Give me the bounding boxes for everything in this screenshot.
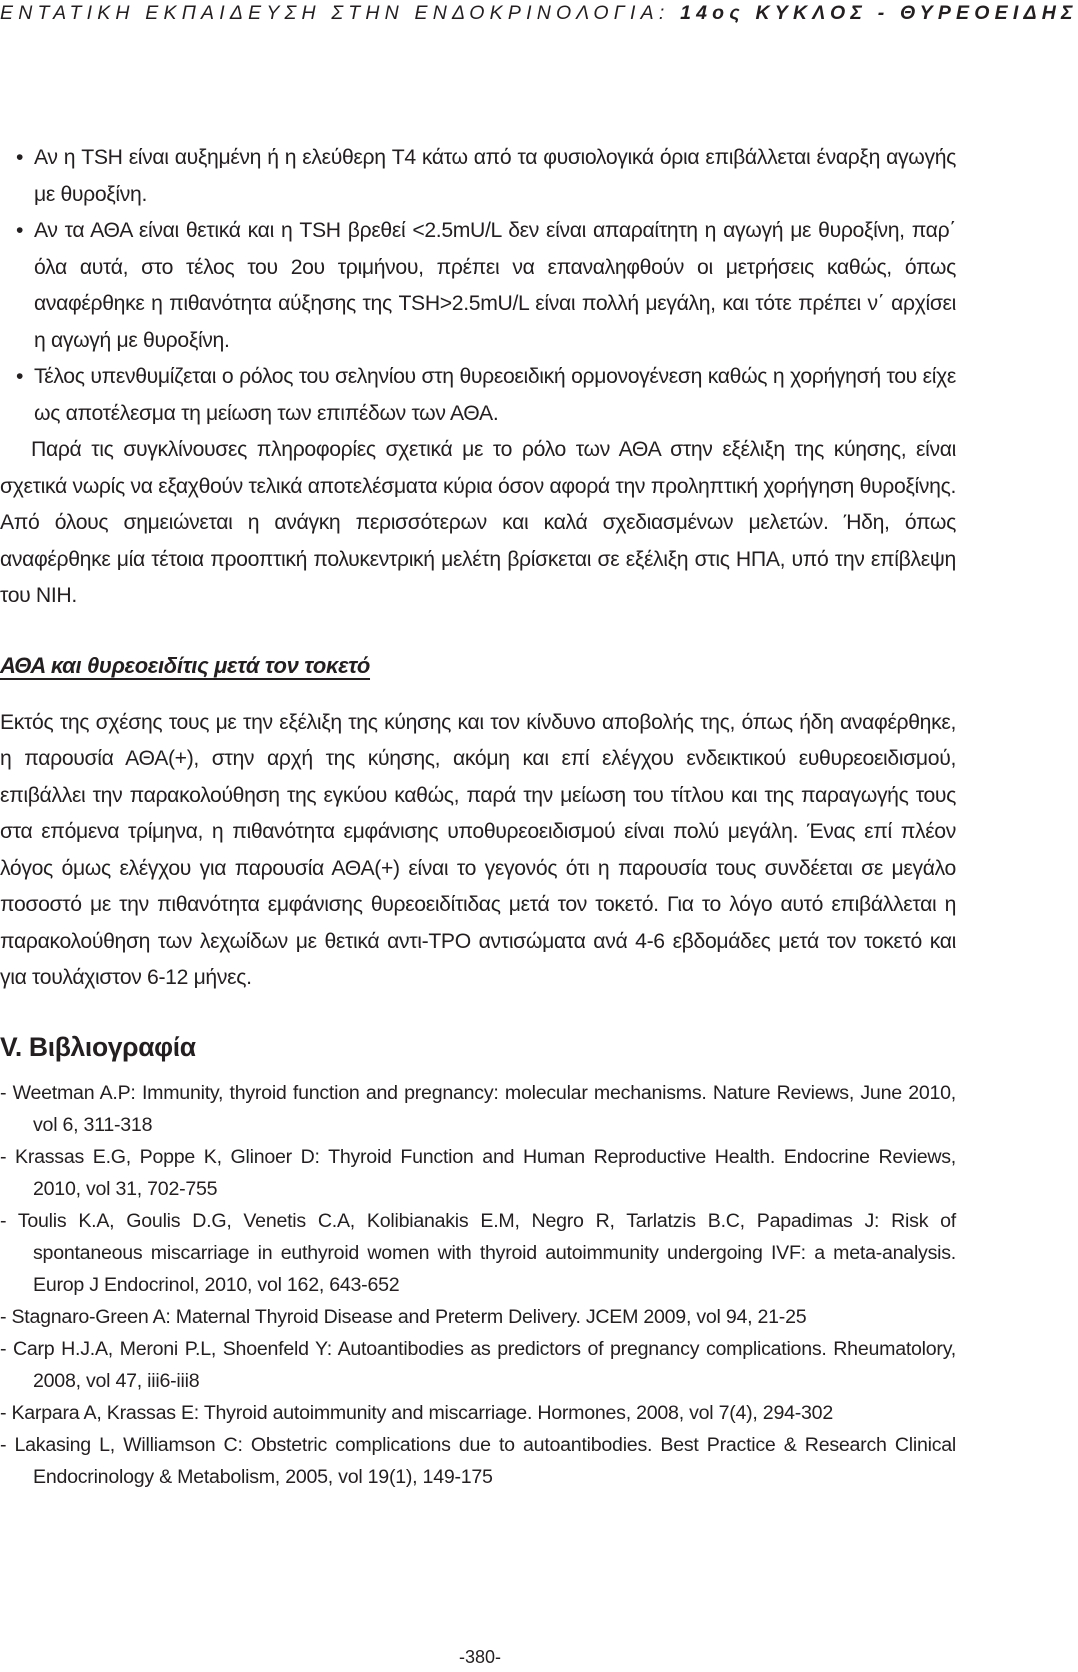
list-item: • Αν η TSH είναι αυξημένη ή η ελεύθερη T4 κάτω από τα φυσιολογικά όρια επιβάλλεται έναρξη αγωγής με θυροξίνη. bbox=[0, 140, 960, 213]
page-content bbox=[0, 140, 960, 1493]
recommendation-list bbox=[0, 140, 960, 432]
body-paragraph: Εκτός της σχέσης τους με την εξέλιξη της κύησης και τον κίνδυνο αποβολής της, όπως ήδη αναφέρθηκε, η παρουσία ΑΘΑ(+), στην αρχή της κύησης, ακόμη και επί ελέγχου ενδεικτικού ευθυρεοειδισμού, επιβάλλει την παρακολούθηση της εγκύου καθώς, παρά την μείωση του τίτλου και της παραγωγής τους στα επόμενα τρίμηνα, η πιθανότητα εμφάνισης υποθυρεοειδισμού είναι πολύ μεγάλη. Ένας επί πλέον λόγος όμως ελέγχου για παρουσία ΑΘΑ(+) είναι το γεγονός ότι η παρουσία τους συνδέεται σε μεγάλο ποσοστό με την πιθανότητα εμφάνισης θυρεοειδίτιδας μετά τον τοκετό. Για το λόγο αυτό επιβάλλεται η παρακολούθηση των λεχωίδων με θετικά αντι-TPO αντισώματα ανά 4-6 εβδομάδες μετά τον τοκετό και για τουλάχιστον 6-12 μήνες. bbox=[0, 710, 956, 989]
reference-item: - Karpara A, Krassas E: Thyroid autoimmunity and miscarriage. Hormones, 2008, vol 7(4), 294-302 bbox=[0, 1401, 833, 1424]
reference-item: - Weetman A.P: Immunity, thyroid function and pregnancy: molecular mechanisms. Nature Reviews, June 2010, vol 6, 311-318 bbox=[0, 1081, 956, 1136]
reference-list bbox=[0, 1077, 960, 1493]
running-header bbox=[0, 0, 1078, 28]
section-heading: ΑΘΑ και θυρεοειδίτις μετά τον τοκετό bbox=[0, 652, 371, 678]
reference-item: - Stagnaro-Green A: Maternal Thyroid Disease and Preterm Delivery. JCEM 2009, vol 94, 21-25 bbox=[0, 1305, 807, 1328]
reference-item: - Carp H.J.A, Meroni P.L, Shoenfeld Y: Autoantibodies as predictors of pregnancy complications. Rheumatolory, 2008, vol 47, iii6-iii8 bbox=[0, 1337, 956, 1392]
header-title: ΕΝΤΑΤΙΚΗ ΕΚΠΑΙΔΕΥΣΗ ΣΤΗΝ ΕΝΔΟΚΡΙΝΟΛΟΓΙΑ: bbox=[0, 2, 681, 24]
reference-item: - Toulis K.A, Goulis D.G, Venetis C.A, Kolibianakis E.M, Negro R, Tarlatzis B.C, Papadimas J: Risk of spontaneous miscarriage in euthyroid women with thyroid autoimmunity undergoing IVF: a meta-analysis. Europ J Endocrinol, 2010, vol 162, 643-652 bbox=[0, 1209, 956, 1296]
bibliography-heading: V. Βιβλιογραφία bbox=[0, 1031, 196, 1062]
page-number: -380- bbox=[458, 1647, 502, 1667]
reference-item: - Lakasing L, Williamson C: Obstetric complications due to autoantibodies. Best Practice & Research Clinical Endocrinology & Metabolism, 2005, vol 19(1), 149-175 bbox=[0, 1433, 956, 1488]
header-chapter: 14ος ΚΥΚΛΟΣ - ΘΥΡΕΟΕΙΔΗΣ bbox=[680, 2, 1078, 24]
reference-item: - Krassas E.G, Poppe K, Glinoer D: Thyroid Function and Human Reproductive Health. Endocrine Reviews, 2010, vol 31, 702-755 bbox=[0, 1145, 956, 1200]
body-paragraph: Παρά τις συγκλίνουσες πληροφορίες σχετικά με το ρόλο των ΑΘΑ στην εξέλιξη της κύησης, είναι σχετικά νωρίς να εξαχθούν τελικά αποτελέσματα κύρια όσον αφορά την προληπτική χορήγηση θυροξίνης. Από όλους σημειώνεται η ανάγκη περισσότερων και καλά σχεδιασμένων μελετών. Ήδη, όπως αναφέρθηκε μία τέτοια προοπτική πολυκεντρική μελέτη βρίσκεται σε εξέλιξη στις ΗΠΑ, υπό την επίβλεψη του NIH. bbox=[0, 438, 956, 607]
list-item: • Αν τα ΑΘΑ είναι θετικά και η TSH βρεθεί <2.5mU/L δεν είναι απαραίτητη η αγωγή με θυροξίνη, παρ΄ όλα αυτά, στο τέλος του 2ου τριμήνου, πρέπει να επαναληφθούν οι μετρήσεις καθώς, όπως αναφέρθηκε η πιθανότητα αύξησης της TSH>2.5mU/L είναι πολλή μεγάλη, και τότε πρέπει ν΄ αρχίσει η αγωγή με θυροξίνη. bbox=[0, 213, 960, 359]
list-item: • Τέλος υπενθυμίζεται ο ρόλος του σεληνίου στη θυρεοειδική ορμονογένεση καθώς η χορήγησή του είχε ως αποτέλεσμα τη μείωση των επιπέδων των ΑΘΑ. bbox=[0, 359, 960, 432]
